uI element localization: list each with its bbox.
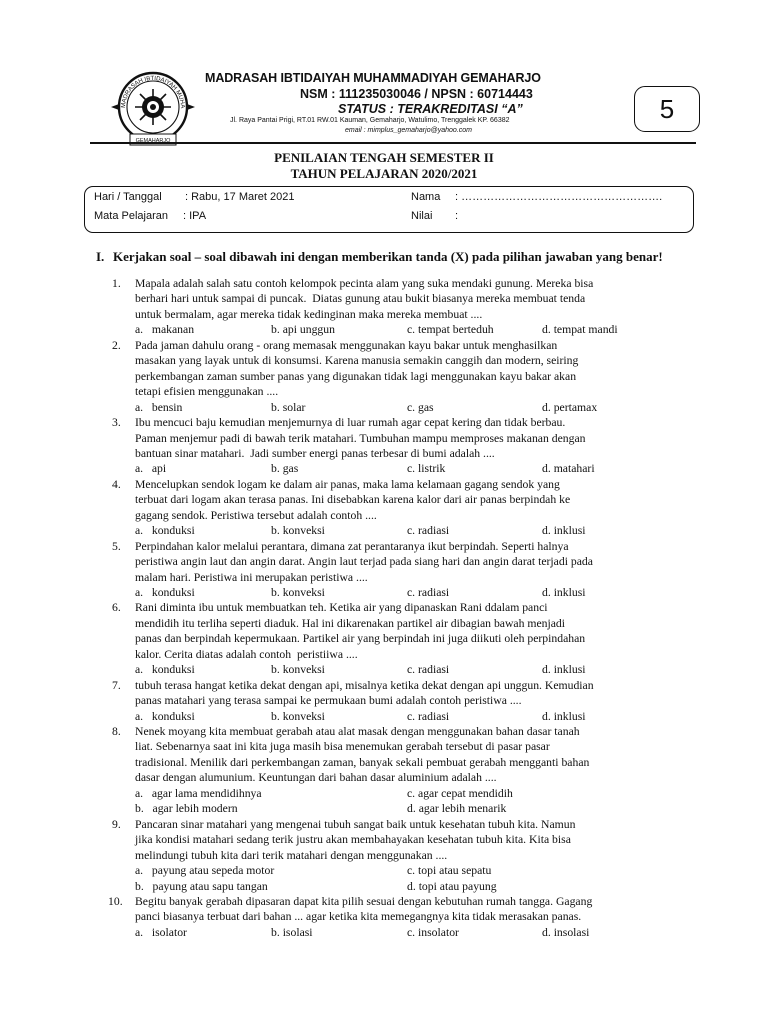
question-text — [112, 415, 682, 461]
answer-option[interactable]: c. listrik — [407, 462, 446, 476]
question-item — [112, 678, 682, 724]
answer-option[interactable]: a. isolator — [135, 925, 187, 939]
question-item — [112, 276, 682, 338]
question-text-line: untuk bermalam, agar mereka tidak kedinginan maka mereka membuat .... — [135, 307, 483, 321]
question-text — [112, 894, 682, 925]
question-text-line: jika kondisi matahari sedang terik justru akan membahayakan kesehatan tubuh kita. Kita bisa — [135, 833, 571, 847]
question-item — [112, 817, 682, 894]
answer-option[interactable]: a. konduksi — [135, 524, 195, 538]
answer-option[interactable]: b. agar lebih modern — [135, 802, 238, 816]
answer-option[interactable]: c. tempat berteduh — [407, 323, 494, 337]
score-label: Nilai — [411, 210, 433, 222]
answer-options — [112, 585, 682, 600]
question-text-line: liat. Sebenarnya saat ini kita juga masih bisa menemukan gerabah tersebut di pasar pasar — [135, 740, 550, 754]
answer-options — [112, 461, 682, 476]
header-divider — [90, 142, 696, 144]
score-field[interactable]: : — [455, 210, 459, 222]
answer-option[interactable]: c. gas — [407, 400, 434, 414]
answer-option[interactable]: b. konveksi — [271, 663, 325, 677]
answer-option[interactable]: a. payung atau sepeda motor — [135, 864, 275, 878]
question-text-line: tubuh terasa hangat ketika dekat dengan api, misalnya ketika dekat dengan api unggun. Kemudian — [135, 678, 594, 692]
answer-options — [112, 863, 682, 878]
question-number: 1. — [112, 277, 121, 290]
subject-label: Mata Pelajaran — [94, 210, 168, 222]
question-text-line: kalor. Cerita diatas adalah contoh peristiiwa .... — [135, 647, 358, 661]
name-label: Nama — [411, 191, 441, 203]
question-text — [112, 539, 682, 585]
answer-option[interactable]: c. insolator — [407, 925, 459, 939]
answer-option[interactable]: a. makanan — [135, 323, 195, 337]
question-item — [112, 600, 682, 677]
answer-option[interactable]: d. topi atau payung — [407, 879, 497, 893]
answer-option[interactable]: c. radiasi — [407, 524, 450, 538]
question-list — [108, 276, 682, 940]
question-text-line: Rani diminta ibu untuk membuatkan teh. Ketika air yang dipanaskan Rani ddalam panci — [135, 601, 548, 615]
instructions — [96, 248, 686, 266]
exam-title: PENILAIAN TENGAH SEMESTER II — [274, 150, 494, 165]
school-name: MADRASAH IBTIDAIYAH MUHAMMADIYAH GEMAHARJO — [205, 71, 541, 85]
question-text — [112, 276, 682, 322]
question-text-line: Begitu banyak gerabah dipasaran dapat kita pilih sesuai dengan kebutuhan rumah tangga. Gagang — [135, 894, 593, 908]
question-text — [112, 724, 682, 786]
question-item — [112, 415, 682, 477]
question-text-line: bantuan sinar matahari. Jadi sumber energi panas terbesar di bumi adalah .... — [135, 446, 495, 460]
logo-banner-text: GEMAHARJO — [135, 138, 171, 144]
question-text-line: Pancaran sinar matahari yang mengenai tubuh sangat baik untuk kesehatan tubuh kita. Namun — [135, 817, 576, 831]
question-text-line: peristiwa angin laut dan angin darat. Angin laut terjad pada siang hari dan angin darat terjadi pada — [135, 555, 593, 569]
exam-code: 5 — [659, 93, 675, 124]
question-item — [112, 477, 682, 539]
answer-option[interactable]: b. konveksi — [271, 709, 325, 723]
answer-option[interactable]: d. insolasi — [542, 925, 590, 939]
svg-text:MADRASAH IBTIDAIYAH MUHAMMADIY: MADRASAH IBTIDAIYAH MUHA — [120, 75, 186, 109]
section-numeral: I. — [96, 249, 105, 264]
question-text-line: melindungi tubuh kita dari terik matahari dengan menggunakan .... — [135, 848, 448, 862]
answer-options — [112, 925, 682, 940]
name-field[interactable]: : ………………………………………………. — [455, 191, 663, 203]
question-text-line: berhari hari untuk sampai di puncak. Diatas gunung atau bukit biasanya mereka membuat tenda — [135, 292, 586, 306]
answer-options — [112, 801, 682, 816]
answer-option[interactable]: a. konduksi — [135, 663, 195, 677]
answer-option[interactable]: b. konveksi — [271, 586, 325, 599]
answer-option[interactable]: a. agar lama mendidihnya — [135, 786, 262, 800]
answer-option[interactable]: b. api unggun — [271, 323, 335, 337]
question-number: 7. — [112, 678, 121, 692]
accreditation-status: STATUS : TERAKREDITASI “A” — [338, 102, 523, 116]
answer-option[interactable]: b. solar — [271, 400, 306, 414]
answer-options — [112, 400, 682, 415]
question-text — [112, 600, 682, 662]
question-text-line: panci biasanya terbuat dari bahan ... agar ketika kita memegangnya kita tidak merasakan panas. — [135, 910, 582, 924]
question-text-line: panas dan berpindah kepermukaan. Partikel air yang berpindah ini juga diikuti oleh perpindahan — [135, 632, 586, 646]
question-item — [112, 724, 682, 817]
school-logo — [103, 64, 203, 150]
question-text — [112, 477, 682, 523]
question-number: 6. — [112, 601, 121, 615]
question-text — [112, 678, 682, 709]
answer-option[interactable]: d. tempat mandi — [542, 323, 618, 337]
question-text-line: Mencelupkan sendok logam ke dalam air panas, maka lama kelamaan gagang sendok yang — [135, 477, 560, 491]
question-text-line: tetapi efisien menggunakan .... — [135, 385, 279, 399]
answer-options — [112, 523, 682, 538]
answer-option[interactable]: c. topi atau sepatu — [407, 864, 492, 878]
question-number: 2. — [112, 338, 121, 352]
exam-code-box — [634, 86, 700, 132]
answer-option[interactable]: d. agar lebih menarik — [407, 802, 507, 816]
question-number: 10. — [108, 894, 123, 908]
question-text-line: terbuat dari logam akan terasa panas. Ini disebabkan karena kalor dari air panas berpindah ke — [135, 493, 571, 507]
question-text-line: malam hari. Peristiwa ini merupakan peristiwa .... — [135, 570, 368, 584]
student-info-box — [84, 186, 694, 233]
question-number: 9. — [112, 817, 121, 831]
question-text-line: Paman menjemur padi di bawah terik matahari. Tumbuhan mampu memproses makanan dengan — [135, 431, 586, 445]
day-label: Hari / Tanggal — [94, 191, 162, 203]
question-item — [108, 894, 682, 940]
answer-option[interactable]: a. api — [135, 462, 167, 476]
answer-option[interactable]: a. konduksi — [135, 586, 195, 599]
answer-option[interactable]: a. konduksi — [135, 709, 195, 723]
question-number: 5. — [112, 539, 121, 553]
answer-options — [112, 709, 682, 724]
question-text — [112, 338, 682, 400]
answer-option[interactable]: b. isolasi — [271, 925, 313, 939]
question-text — [112, 817, 682, 863]
question-text-line: tradisional. Menilik dari perkembangan zaman, banyak sekali pembuat gerabah mengganti bahan — [135, 755, 590, 769]
question-text-line: Mapala adalah salah satu contoh kelompok pecinta alam yang suka mendaki gunung. Mereka bisa — [135, 277, 594, 290]
answer-option[interactable]: d. inklusi — [542, 709, 586, 723]
question-text-line: gagang sendok. Peristiwa tersebut adalah contoh .... — [135, 508, 377, 522]
answer-option[interactable]: c. agar cepat mendidih — [407, 786, 513, 800]
school-nsm-npsn: NSM : 111235030046 / NPSN : 60714443 — [300, 87, 533, 101]
question-text-line: Pada jaman dahulu orang - orang memasak menggunakan kayu bakar untuk menghasilkan — [135, 338, 558, 352]
question-item — [112, 539, 682, 601]
question-number: 3. — [112, 416, 121, 430]
question-text-line: panas matahari yang terasa sampai ke permukaan bumi adalah contoh peristiwa .... — [135, 694, 522, 708]
question-text-line: mendidih itu terliha seperti diaduk. Hal ini dikarenakan partikel air dibagian bawah menjadi — [135, 616, 566, 630]
question-text-line: Ibu mencuci baju kemudian menjemurnya di luar rumah agar cepat kering dan tidak berbau. — [135, 416, 566, 430]
question-text-line: dasar dengan alumunium. Keuntungan dari bahan dasar aluminium adalah .... — [135, 771, 497, 785]
answer-options — [112, 322, 682, 337]
answer-option[interactable]: d. matahari — [542, 462, 595, 476]
answer-option[interactable]: c. radiasi — [407, 586, 450, 599]
answer-option[interactable]: b. gas — [271, 462, 299, 476]
answer-option[interactable]: d. inklusi — [542, 586, 586, 599]
school-address: Jl. Raya Pantai Prigi, RT.01 RW.01 Kauman, Gemaharjo, Watulimo, Trenggalek KP. 66382 — [230, 117, 510, 124]
question-item — [112, 338, 682, 415]
subject-value: : IPA — [183, 210, 207, 222]
question-number: 8. — [112, 725, 121, 739]
answer-option[interactable]: d. pertamax — [542, 400, 598, 414]
answer-options — [112, 662, 682, 677]
answer-option[interactable]: d. inklusi — [542, 663, 586, 677]
answer-option[interactable]: d. inklusi — [542, 524, 586, 538]
day-value: : Rabu, 17 Maret 2021 — [185, 191, 295, 203]
exam-year: TAHUN PELAJARAN 2020/2021 — [290, 166, 478, 181]
question-text-line: Nenek moyang kita membuat gerabah atau alat masak dengan menggunakan bahan dasar tanah — [135, 725, 580, 739]
answer-option[interactable]: a. bensin — [135, 400, 183, 414]
answer-option[interactable]: b. payung atau sapu tangan — [135, 879, 268, 893]
answer-option[interactable]: c. radiasi — [407, 709, 450, 723]
school-email: email : mimplus_gemaharjo@yahoo.com — [345, 127, 472, 134]
question-number: 4. — [112, 477, 121, 491]
answer-options — [112, 879, 682, 894]
exam-title-block — [0, 150, 768, 182]
question-text-line: Perpindahan kalor melalui perantara, dimana zat perantaranya ikut berpindah. Seperti halnya — [135, 539, 569, 553]
answer-option[interactable]: c. radiasi — [407, 663, 450, 677]
question-text-line: perkembangan zaman sumber panas yang digunakan tidak lagi menggunakan kayu bakar akan — [135, 369, 577, 383]
answer-options — [112, 786, 682, 801]
answer-option[interactable]: b. konveksi — [271, 524, 325, 538]
instructions-text: Kerjakan soal – soal dibawah ini dengan memberikan tanda (X) pada pilihan jawaban yang benar! — [113, 249, 663, 264]
question-text-line: masakan yang layak untuk di konsumsi. Karena manusia semakin canggih dan modern, seiring — [135, 354, 579, 368]
